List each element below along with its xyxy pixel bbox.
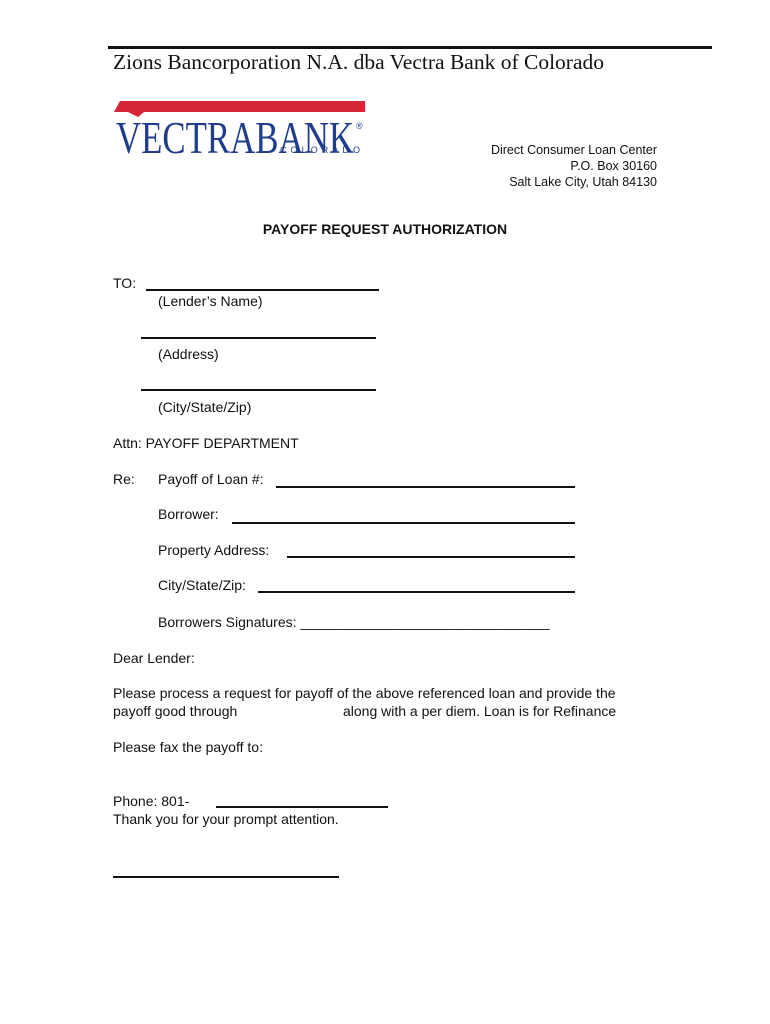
logo-subtext: COLORADO (280, 145, 360, 155)
address-line[interactable] (141, 337, 376, 339)
body-line-2-end: along with a per diem. Loan is for Refinance (343, 703, 617, 719)
city-state-zip-caption: (City/State/Zip) (158, 399, 252, 415)
body-line-2-start: payoff good through (113, 703, 238, 719)
property-address-field[interactable] (287, 556, 575, 558)
signature-line[interactable] (113, 876, 339, 878)
property-address-label: Property Address: (158, 542, 270, 558)
loan-center-address (491, 142, 657, 190)
logo-wordmark: VECTRABANK (116, 113, 355, 160)
thank-you-line: Thank you for your prompt attention. (113, 811, 339, 827)
city-state-zip-line[interactable] (141, 389, 376, 391)
fax-instruction: Please fax the payoff to: (113, 739, 263, 755)
address-line-2: P.O. Box 30160 (570, 159, 657, 173)
phone-number-field[interactable] (216, 806, 388, 808)
lender-name-caption: (Lender’s Name) (158, 293, 263, 309)
phone-label: Phone: 801- (113, 793, 190, 809)
address-caption: (Address) (158, 346, 219, 362)
lender-name-line[interactable] (146, 289, 379, 291)
loan-number-field[interactable] (276, 486, 575, 488)
address-line-1: Direct Consumer Loan Center (490, 143, 657, 157)
body-line-1: Please process a request for payoff of the above referenced loan and provide the (113, 685, 616, 701)
document-title: PAYOFF REQUEST AUTHORIZATION (262, 221, 508, 237)
loan-number-label: Payoff of Loan #: (158, 471, 264, 487)
attn-line: Attn: PAYOFF DEPARTMENT (113, 435, 299, 451)
re-label: Re: (113, 471, 135, 487)
address-line-3: Salt Lake City, Utah 84130 (509, 175, 657, 189)
borrower-label: Borrower: (158, 506, 219, 522)
borrower-field[interactable] (232, 522, 575, 524)
to-label: TO: (113, 275, 137, 291)
logo-registered-mark: ® (356, 121, 363, 131)
property-city-field[interactable] (258, 591, 575, 593)
borrower-signatures-line[interactable]: Borrowers Signatures: ________________________________ (158, 614, 550, 630)
salutation: Dear Lender: (113, 650, 195, 666)
vectra-bank-logo (114, 98, 369, 160)
bank-name-title: Zions Bancorporation N.A. dba Vectra Bank of Colorado (113, 50, 605, 74)
property-city-label: City/State/Zip: (158, 577, 246, 593)
